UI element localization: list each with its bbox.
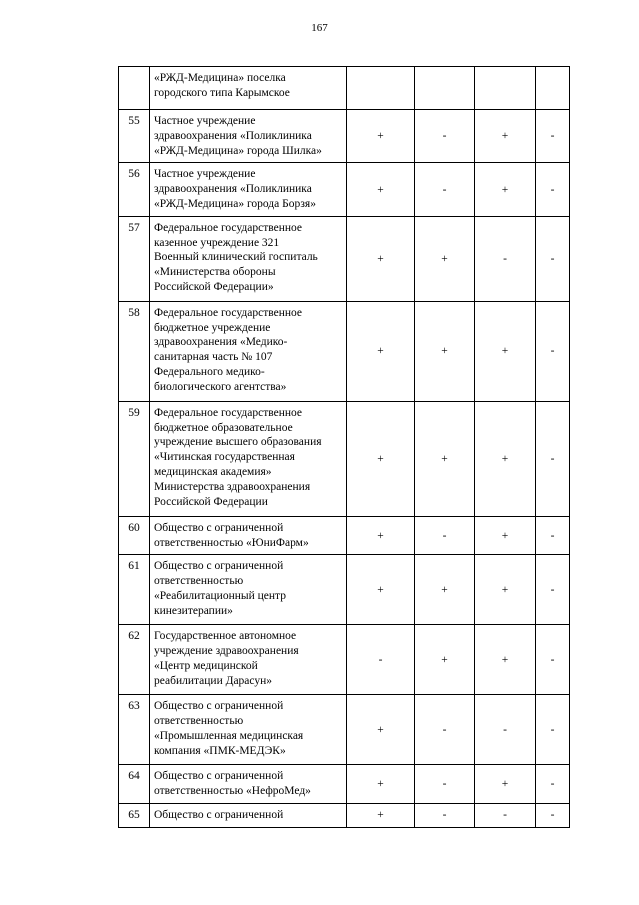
mark-cell-3: + [475,516,536,555]
mark-cell-3: + [475,110,536,163]
table-row [119,67,570,110]
row-number [119,67,150,110]
mark-cell-1: + [347,695,415,765]
row-number: 57 [119,216,150,301]
table-row [119,765,570,804]
row-number: 56 [119,163,150,216]
organization-name: Общество с ограниченной ответственностью «НефроМед» [150,765,347,804]
mark-cell-3: + [475,765,536,804]
row-number: 60 [119,516,150,555]
table-row [119,516,570,555]
mark-cell-1: - [347,625,415,695]
mark-cell-4: - [536,516,570,555]
mark-cell-3: - [475,695,536,765]
mark-cell-2: - [415,695,475,765]
organization-name: Частное учреждение здравоохранения «Поликлиника «РЖД-Медицина» города Борзя» [150,163,347,216]
mark-cell-1: + [347,110,415,163]
organization-name: Федеральное государственное казенное учреждение 321 Военный клинический госпиталь «Министерства обороны Российской Федерации» [150,216,347,301]
row-number: 61 [119,555,150,625]
mark-cell-2 [415,67,475,110]
mark-cell-4: - [536,401,570,516]
row-number: 62 [119,625,150,695]
mark-cell-2: + [415,216,475,301]
mark-cell-3: + [475,625,536,695]
row-number: 65 [119,803,150,827]
organizations-table [118,66,570,828]
mark-cell-4: - [536,695,570,765]
row-number: 59 [119,401,150,516]
mark-cell-4: - [536,301,570,401]
organization-name: Федеральное государственное бюджетное учреждение здравоохранения «Медико- санитарная часть № 107 Федерального медико- биологического агентства» [150,301,347,401]
mark-cell-4 [536,67,570,110]
table-row [119,401,570,516]
mark-cell-3: - [475,216,536,301]
organization-name: Общество с ограниченной [150,803,347,827]
mark-cell-1: + [347,765,415,804]
mark-cell-2: - [415,803,475,827]
mark-cell-1: + [347,216,415,301]
table-row [119,163,570,216]
mark-cell-3: + [475,163,536,216]
mark-cell-2: - [415,110,475,163]
mark-cell-4: - [536,765,570,804]
row-number: 63 [119,695,150,765]
mark-cell-2: - [415,516,475,555]
mark-cell-1: + [347,803,415,827]
row-number: 64 [119,765,150,804]
organization-name: Государственное автономное учреждение здравоохранения «Центр медицинской реабилитации Дарасун» [150,625,347,695]
mark-cell-2: + [415,555,475,625]
mark-cell-2: + [415,301,475,401]
mark-cell-4: - [536,216,570,301]
mark-cell-4: - [536,803,570,827]
mark-cell-4: - [536,555,570,625]
table-row [119,695,570,765]
organization-name: «РЖД-Медицина» поселка городского типа Карымское [150,67,347,110]
mark-cell-4: - [536,163,570,216]
mark-cell-2: + [415,625,475,695]
row-number: 58 [119,301,150,401]
mark-cell-1: + [347,516,415,555]
organization-name: Общество с ограниченной ответственностью «Промышленная медицинская компания «ПМК-МЕДЭК» [150,695,347,765]
mark-cell-3: + [475,301,536,401]
mark-cell-4: - [536,110,570,163]
mark-cell-3: - [475,803,536,827]
table-row [119,555,570,625]
mark-cell-1: + [347,301,415,401]
mark-cell-1: + [347,401,415,516]
mark-cell-3: + [475,555,536,625]
table-row [119,216,570,301]
row-number: 55 [119,110,150,163]
table-row [119,110,570,163]
organization-name: Общество с ограниченной ответственностью «ЮниФарм» [150,516,347,555]
mark-cell-2: - [415,765,475,804]
mark-cell-1: + [347,163,415,216]
mark-cell-2: - [415,163,475,216]
mark-cell-3: + [475,401,536,516]
mark-cell-4: - [536,625,570,695]
mark-cell-2: + [415,401,475,516]
table-row [119,625,570,695]
mark-cell-3 [475,67,536,110]
organization-name: Частное учреждение здравоохранения «Поликлиника «РЖД-Медицина» города Шилка» [150,110,347,163]
table-row [119,803,570,827]
organization-name: Общество с ограниченной ответственностью «Реабилитационный центр кинезитерапии» [150,555,347,625]
table-body [119,67,570,828]
page-number: 167 [311,22,328,34]
mark-cell-1 [347,67,415,110]
mark-cell-1: + [347,555,415,625]
table-row [119,301,570,401]
organization-name: Федеральное государственное бюджетное образовательное учреждение высшего образования «Читинская государственная медицинская академия» Министерства здравоохранения Российской Федерации [150,401,347,516]
